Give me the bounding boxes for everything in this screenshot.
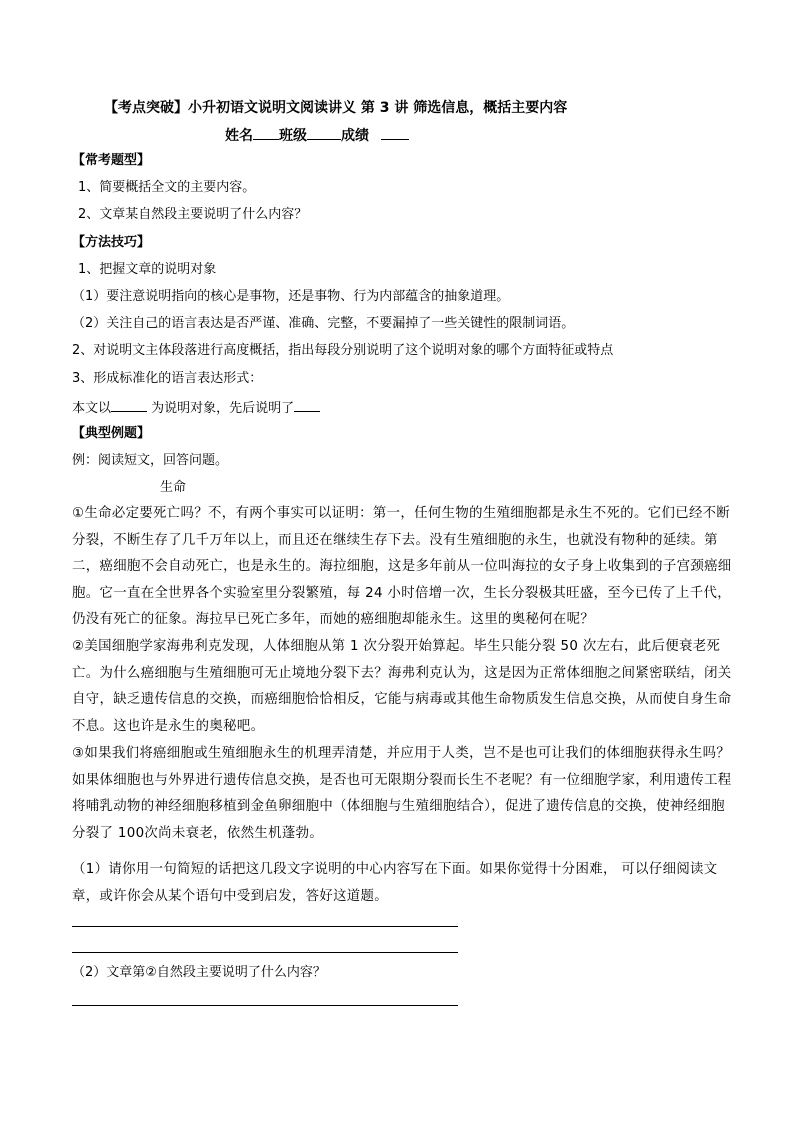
formula-blank-content[interactable] — [294, 397, 320, 412]
method-item: 3、形成标准化的语言表达形式： — [72, 371, 263, 386]
passage-paragraph-2: ②美国细胞学家海弗利克发现，人体细胞从第 1 次分裂开始算起。毕生只能分裂 50 次左右，此后便衰老死亡。为什么癌细胞与生殖细胞可无止境地分裂下去？海弗利克认为，这是因为正常体细胞之间紧密联结，闭关自守，缺乏遗传信息的交换，而癌细胞恰恰相反，它能与病毒或其他生命物质发生信息交换，从而使自身生命不息。这也许是永生的奥秘吧。 — [72, 639, 732, 734]
student-info-line — [225, 125, 409, 145]
method-item: （2）关注自己的语言表达是否严谨、准确、完整，不要漏掉了一些关键性的限制词语。 — [72, 316, 575, 331]
formula-blank-object[interactable] — [111, 397, 147, 412]
answer-line[interactable] — [72, 1005, 458, 1006]
question-1: （1）请你用一句简短的话把这几段文字说明的中心内容写在下面。如果你觉得十分困难， 可以仔细阅读文章，或许你会从某个语句中受到启发，答好这道题。 — [72, 862, 718, 904]
example-heading: 【典型例题】 — [72, 426, 151, 441]
common-type-item: 2、文章某自然段主要说明了什么内容？ — [78, 207, 308, 222]
answer-line[interactable] — [72, 952, 458, 953]
formula-part2: 为说明对象，先后说明了 — [147, 401, 295, 416]
class-label: 班级 — [279, 128, 307, 144]
method-item: 1、把握文章的说明对象 — [78, 262, 217, 277]
common-type-item: 1、简要概括全文的主要内容。 — [78, 180, 256, 195]
name-blank[interactable] — [253, 125, 279, 140]
passage-title: 生命 — [160, 480, 187, 495]
formula-line — [72, 397, 320, 419]
answer-line[interactable] — [72, 926, 458, 927]
question-2: （2）文章第②自然段主要说明了什么内容？ — [72, 965, 326, 980]
common-types-heading: 【常考题型】 — [72, 153, 151, 168]
class-blank[interactable] — [307, 125, 341, 140]
document-title: 【考点突破】小升初语文说明文阅读讲义 第 3 讲 筛选信息，概括主要内容 — [104, 100, 568, 116]
passage-paragraph-1: ①生命必定要死亡吗？不，有两个事实可以证明：第一，任何生物的生殖细胞都是永生不死的。它们已经不断分裂，不断生存了几千万年以上，而且还在继续生存下去。没有生殖细胞的永生，也就没有物种的延续。第二，癌细胞不会自动死亡，也是永生的。海拉细胞，这是多年前从一位叫海拉的女子身上收集到的子宫颈癌细胞。它一直在全世界各个实验室里分裂繁殖，每 24 小时倍增一次，生长分裂极其旺盛，至今已传了上千代，仍没有死亡的征象。海拉早已死亡多年，而她的癌细胞却能永生。这里的奥秘何在呢？ — [72, 506, 732, 627]
score-blank[interactable] — [381, 125, 409, 140]
name-label: 姓名 — [225, 128, 253, 144]
method-item: 2、对说明文主体段落进行高度概括，指出每段分别说明了这个说明对象的哪个方面特征或特点 — [72, 343, 614, 358]
methods-heading: 【方法技巧】 — [72, 235, 151, 250]
method-item: （1）要注意说明指向的核心是事物，还是事物、行为内部蕴含的抽象道理。 — [72, 289, 510, 304]
example-intro: 例：阅读短文，回答问题。 — [72, 453, 229, 468]
score-label: 成绩 — [341, 128, 369, 144]
passage-paragraph-3: ③如果我们将癌细胞或生殖细胞永生的机理弄清楚，并应用于人类，岂不是也可让我们的体细胞获得永生吗？如果体细胞也与外界进行遗传信息交换，是否也可无限期分裂而长生不老呢？有一位细胞学家，利用遗传工程将哺乳动物的神经细胞移植到金鱼卵细胞中（体细胞与生殖细胞结合），促进了遗传信息的交换，使神经细胞分裂了 100次尚未衰老，依然生机蓬勃。 — [72, 746, 732, 841]
formula-part1: 本文以 — [72, 401, 112, 416]
